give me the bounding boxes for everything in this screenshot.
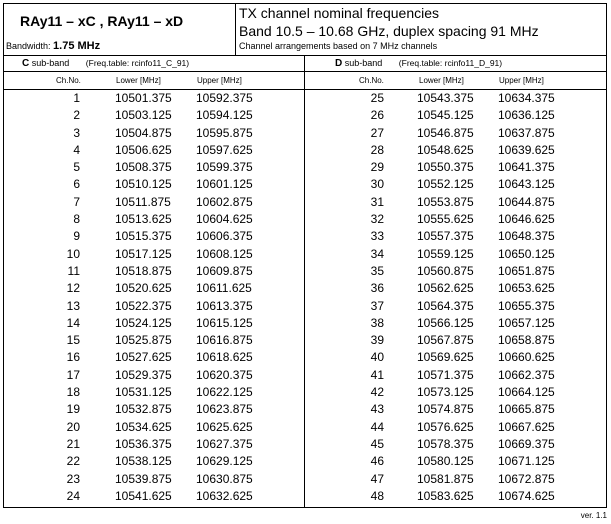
c-table-row (4, 142, 304, 159)
c-channel-cell: 11 (67, 263, 80, 278)
c-table-row (4, 228, 304, 245)
c-channel-cell: 21 (66, 436, 80, 451)
c-upper-cell: 10599.375 (196, 160, 253, 175)
d-table-row (305, 107, 606, 124)
c-table-row (4, 315, 304, 332)
d-table-row (305, 315, 606, 332)
c-upper-cell: 10625.625 (196, 419, 253, 434)
c-lower-cell: 10536.375 (115, 436, 172, 451)
c-upper-cell: 10615.125 (196, 315, 253, 330)
d-upper-cell: 10646.625 (498, 212, 555, 227)
d-channel-cell: 38 (370, 315, 384, 330)
d-table-row (305, 228, 606, 245)
c-table-row (4, 159, 304, 176)
d-lower-cell: 10545.125 (417, 108, 474, 123)
d-upper-cell: 10664.125 (498, 385, 555, 400)
d-channel-cell: 47 (370, 471, 384, 486)
c-column-headers (4, 72, 305, 90)
c-lower-cell: 10541.625 (115, 488, 172, 503)
d-upper-cell: 10639.625 (498, 142, 555, 157)
c-channel-cell: 5 (73, 160, 80, 175)
d-channel-cell: 39 (370, 333, 384, 348)
d-lower-cell: 10543.375 (417, 91, 474, 105)
c-channel-cell: 18 (66, 385, 80, 400)
d-table-row (305, 246, 606, 263)
c-lower-cell: 10518.875 (115, 263, 172, 278)
c-lower-cell: 10503.125 (115, 108, 172, 123)
d-lower-cell: 10574.875 (417, 402, 474, 417)
c-lower-cell: 10525.875 (115, 333, 172, 348)
d-col-channel: Ch.No. (359, 76, 384, 85)
page-title: TX channel nominal frequencies (239, 5, 440, 21)
c-upper-cell: 10630.875 (196, 471, 253, 486)
c-table-row (4, 263, 304, 280)
d-table-row (305, 419, 606, 436)
d-upper-cell: 10667.625 (498, 419, 555, 434)
c-channel-list (4, 90, 305, 507)
band-info: Band 10.5 – 10.68 GHz, duplex spacing 91 MHz (239, 23, 539, 39)
c-channel-cell: 2 (73, 108, 80, 123)
c-upper-cell: 10632.625 (196, 488, 253, 503)
c-upper-cell: 10613.375 (196, 298, 253, 313)
d-lower-cell: 10581.875 (417, 471, 474, 486)
d-lower-cell: 10559.125 (417, 246, 474, 261)
d-upper-cell: 10672.875 (498, 471, 555, 486)
d-lower-cell: 10576.625 (417, 419, 474, 434)
d-channel-cell: 43 (370, 402, 384, 417)
c-channel-cell: 19 (66, 402, 80, 417)
c-lower-cell: 10508.375 (115, 160, 172, 175)
frequency-table (3, 3, 607, 508)
d-lower-cell: 10564.375 (417, 298, 474, 313)
c-channel-cell: 13 (66, 298, 80, 313)
model-title: RAy11 – xC , RAy11 – xD (20, 13, 184, 29)
c-lower-cell: 10539.875 (115, 471, 172, 486)
d-upper-cell: 10641.375 (498, 160, 555, 175)
c-table-row (4, 280, 304, 297)
c-upper-cell: 10629.125 (196, 454, 253, 469)
c-table-row (4, 488, 304, 505)
c-table-row (4, 107, 304, 124)
c-upper-cell: 10622.125 (196, 385, 253, 400)
d-lower-cell: 10557.375 (417, 229, 474, 244)
c-channel-cell: 6 (73, 177, 80, 192)
d-channel-cell: 25 (370, 91, 384, 105)
d-table-row (305, 488, 606, 505)
d-lower-cell: 10578.375 (417, 436, 474, 451)
c-subband-header (4, 56, 305, 72)
c-lower-cell: 10517.125 (115, 246, 172, 261)
d-channel-cell: 27 (370, 125, 384, 140)
c-col-upper: Upper [MHz] (197, 76, 242, 85)
c-table-row (4, 436, 304, 453)
d-lower-cell: 10550.375 (417, 160, 474, 175)
c-lower-cell: 10510.125 (115, 177, 172, 192)
d-table-row (305, 453, 606, 470)
c-lower-cell: 10532.875 (115, 402, 172, 417)
c-channel-cell: 23 (66, 471, 80, 486)
c-upper-cell: 10594.125 (196, 108, 253, 123)
d-table-row (305, 367, 606, 384)
d-table-row (305, 263, 606, 280)
d-table-row (305, 90, 606, 107)
arrangement-info: Channel arrangements based on 7 MHz channels (239, 41, 438, 51)
c-table-row (4, 246, 304, 263)
c-lower-cell: 10538.125 (115, 454, 172, 469)
d-channel-cell: 36 (370, 281, 384, 296)
d-table-row (305, 332, 606, 349)
d-channel-cell: 42 (370, 385, 384, 400)
c-channel-cell: 10 (66, 246, 80, 261)
c-channel-cell: 24 (66, 488, 80, 503)
c-lower-cell: 10506.625 (115, 142, 172, 157)
d-channel-cell: 33 (370, 229, 384, 244)
d-lower-cell: 10580.125 (417, 454, 474, 469)
d-upper-cell: 10650.125 (498, 246, 555, 261)
d-upper-cell: 10665.875 (498, 402, 555, 417)
d-lower-cell: 10562.625 (417, 281, 474, 296)
c-lower-cell: 10504.875 (115, 125, 172, 140)
bandwidth (6, 40, 100, 52)
c-freq-table-ref: (Freq.table: rcinfo11_C_91) (85, 58, 190, 68)
d-channel-cell: 31 (370, 194, 384, 209)
d-lower-cell: 10573.125 (417, 385, 474, 400)
d-table-row (305, 384, 606, 401)
c-table-row (4, 453, 304, 470)
c-channel-cell: 12 (66, 281, 80, 296)
c-table-row (4, 367, 304, 384)
c-upper-cell: 10611.625 (196, 281, 252, 296)
table-header (4, 4, 606, 56)
c-table-row (4, 298, 304, 315)
d-channel-cell: 45 (370, 436, 384, 451)
c-upper-cell: 10608.125 (196, 246, 253, 261)
c-channel-cell: 14 (66, 315, 80, 330)
d-lower-cell: 10560.875 (417, 263, 474, 278)
d-upper-cell: 10644.875 (498, 194, 555, 209)
d-channel-cell: 29 (370, 160, 384, 175)
d-lower-cell: 10546.875 (417, 125, 474, 140)
c-lower-cell: 10527.625 (115, 350, 172, 365)
c-channel-cell: 15 (66, 333, 80, 348)
d-channel-cell: 46 (370, 454, 384, 469)
d-column-headers (305, 72, 606, 90)
d-subband-label: sub-band (344, 58, 383, 68)
d-upper-cell: 10674.625 (498, 488, 555, 503)
c-upper-cell: 10609.875 (196, 263, 253, 278)
c-lower-cell: 10513.625 (115, 212, 172, 227)
c-col-channel: Ch.No. (56, 76, 81, 85)
d-channel-cell: 26 (370, 108, 384, 123)
c-table-row (4, 332, 304, 349)
d-upper-cell: 10669.375 (498, 436, 555, 451)
d-upper-cell: 10653.625 (498, 281, 555, 296)
d-freq-table-ref: (Freq.table: rcinfo11_D_91) (398, 58, 503, 68)
c-lower-cell: 10534.625 (115, 419, 172, 434)
d-channel-cell: 28 (370, 142, 384, 157)
c-upper-cell: 10592.375 (196, 91, 253, 105)
d-col-upper: Upper [MHz] (499, 76, 544, 85)
d-table-row (305, 298, 606, 315)
d-upper-cell: 10662.375 (498, 367, 555, 382)
d-channel-list (305, 90, 606, 507)
d-lower-cell: 10548.625 (417, 142, 474, 157)
d-upper-cell: 10660.625 (498, 350, 555, 365)
c-lower-cell: 10501.375 (115, 91, 172, 105)
d-channel-cell: 30 (370, 177, 384, 192)
c-upper-cell: 10604.625 (196, 212, 253, 227)
d-table-row (305, 436, 606, 453)
d-lower-cell: 10552.125 (417, 177, 474, 192)
c-channel-cell: 22 (66, 454, 80, 469)
d-subband-header (305, 56, 606, 72)
c-upper-cell: 10627.375 (196, 436, 253, 451)
c-channel-cell: 1 (73, 91, 80, 105)
d-table-row (305, 211, 606, 228)
d-upper-cell: 10658.875 (498, 333, 555, 348)
d-lower-cell: 10553.875 (417, 194, 474, 209)
c-channel-cell: 4 (73, 142, 80, 157)
d-subband-name: D (335, 58, 343, 69)
d-lower-cell: 10583.625 (417, 488, 474, 503)
d-table-row (305, 125, 606, 142)
c-upper-cell: 10606.375 (196, 229, 253, 244)
c-upper-cell: 10620.375 (196, 367, 253, 382)
d-lower-cell: 10566.125 (417, 315, 474, 330)
c-col-lower: Lower [MHz] (116, 76, 161, 85)
d-table-row (305, 471, 606, 488)
d-upper-cell: 10636.125 (498, 108, 555, 123)
d-table-row (305, 159, 606, 176)
c-upper-cell: 10616.875 (196, 333, 253, 348)
bandwidth-label: Bandwidth: (6, 41, 51, 51)
c-upper-cell: 10595.875 (196, 125, 253, 140)
c-table-row (4, 125, 304, 142)
c-channel-cell: 17 (66, 367, 80, 382)
c-table-row (4, 419, 304, 436)
d-upper-cell: 10643.125 (498, 177, 555, 192)
c-lower-cell: 10524.125 (115, 315, 172, 330)
c-table-row (4, 194, 304, 211)
c-channel-cell: 16 (66, 350, 80, 365)
c-channel-cell: 3 (73, 125, 80, 140)
d-upper-cell: 10648.375 (498, 229, 555, 244)
d-upper-cell: 10637.875 (498, 125, 555, 140)
d-table-row (305, 194, 606, 211)
c-lower-cell: 10522.375 (115, 298, 172, 313)
c-channel-cell: 8 (73, 212, 80, 227)
d-upper-cell: 10651.875 (498, 263, 555, 278)
c-channel-cell: 7 (73, 194, 80, 209)
bandwidth-value: 1.75 MHz (53, 40, 101, 52)
c-upper-cell: 10601.125 (196, 177, 253, 192)
c-table-row (4, 471, 304, 488)
d-channel-cell: 41 (370, 367, 384, 382)
d-upper-cell: 10671.125 (498, 454, 555, 469)
c-channel-cell: 20 (66, 419, 80, 434)
d-table-row (305, 280, 606, 297)
d-channel-cell: 37 (370, 298, 384, 313)
d-lower-cell: 10569.625 (417, 350, 474, 365)
c-upper-cell: 10602.875 (196, 194, 253, 209)
c-lower-cell: 10515.375 (115, 229, 172, 244)
d-table-row (305, 142, 606, 159)
d-channel-cell: 34 (370, 246, 384, 261)
d-table-row (305, 349, 606, 366)
c-table-row (4, 401, 304, 418)
d-col-lower: Lower [MHz] (419, 76, 464, 85)
d-lower-cell: 10571.375 (417, 367, 474, 382)
d-channel-cell: 44 (370, 419, 384, 434)
c-table-row (4, 384, 304, 401)
d-channel-cell: 35 (370, 263, 384, 278)
d-channel-cell: 40 (370, 350, 384, 365)
c-table-row (4, 176, 304, 193)
c-table-row (4, 90, 304, 107)
d-channel-cell: 48 (370, 488, 384, 503)
c-upper-cell: 10623.875 (196, 402, 253, 417)
d-lower-cell: 10567.875 (417, 333, 474, 348)
model-cell (4, 4, 236, 55)
d-lower-cell: 10555.625 (417, 212, 474, 227)
c-table-row (4, 349, 304, 366)
d-table-row (305, 176, 606, 193)
c-lower-cell: 10529.375 (115, 367, 172, 382)
c-upper-cell: 10597.625 (196, 142, 253, 157)
c-subband-label: sub-band (31, 58, 70, 68)
d-upper-cell: 10657.125 (498, 315, 555, 330)
d-channel-cell: 32 (370, 212, 384, 227)
c-channel-cell: 9 (73, 229, 80, 244)
c-subband-name: C (22, 58, 30, 69)
c-lower-cell: 10531.125 (115, 385, 172, 400)
c-upper-cell: 10618.625 (196, 350, 253, 365)
d-upper-cell: 10634.375 (498, 91, 555, 105)
d-table-row (305, 401, 606, 418)
c-lower-cell: 10520.625 (115, 281, 172, 296)
d-upper-cell: 10655.375 (498, 298, 555, 313)
version-label: ver. 1.1 (580, 511, 607, 520)
c-table-row (4, 211, 304, 228)
c-lower-cell: 10511.875 (115, 194, 171, 209)
